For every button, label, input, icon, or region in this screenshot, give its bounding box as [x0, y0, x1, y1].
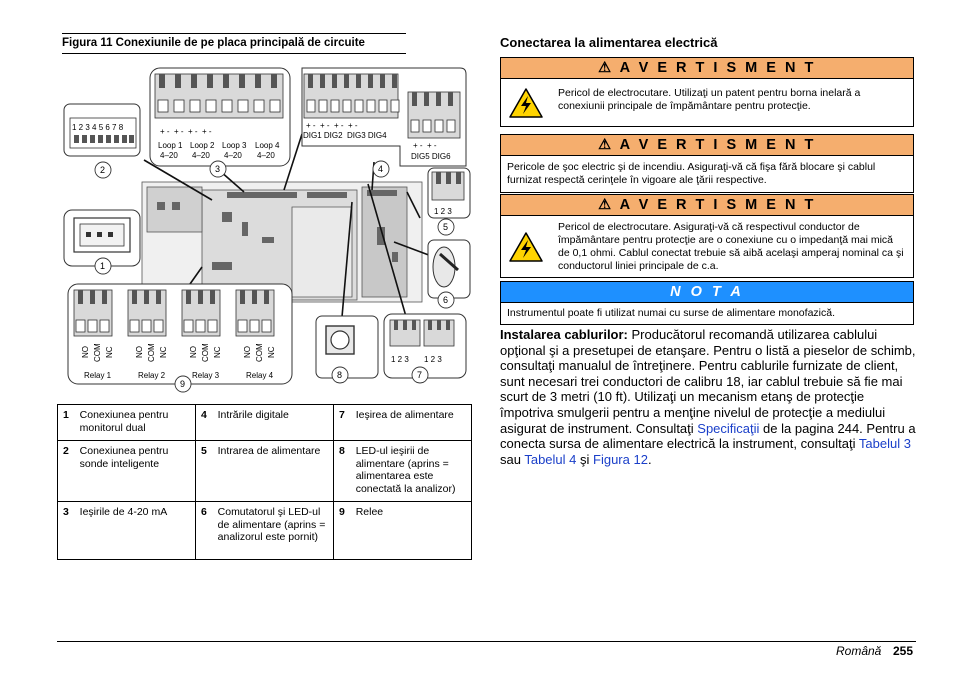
warning-header-label: A V E R T I S M E N T: [619, 137, 816, 153]
legend-text: Intrările digitale: [213, 405, 334, 441]
table-row: [58, 441, 472, 502]
relay-label-4: Relay 4: [246, 371, 274, 380]
legend-num: 6: [195, 502, 212, 560]
legend-num: 9: [334, 502, 351, 560]
note-body: [501, 303, 913, 324]
svg-text:NO: NO: [243, 346, 252, 358]
link-specificatii[interactable]: Specificaţii: [697, 420, 760, 436]
legend-text: Conexiunea pentru sonde inteligente: [75, 441, 196, 502]
table-row: [58, 405, 472, 441]
legend-text: LED-ul ieşirii de alimentare (aprins = alimentarea este conectată la analizor): [351, 441, 472, 502]
svg-text:COM: COM: [255, 343, 264, 362]
warning-body: [501, 79, 913, 126]
caption-rule: [62, 53, 406, 54]
legend-num: 7: [334, 405, 351, 441]
legend-text: Relee: [351, 502, 472, 560]
legend-num: 4: [195, 405, 212, 441]
warning-triangle-icon: ⚠: [598, 137, 614, 153]
paragraph-text: .: [647, 451, 652, 467]
legend-text: Ieşirea de alimentare: [351, 405, 472, 441]
relay-label-3: Relay 3: [192, 371, 220, 380]
loop-range-1: 4–20: [160, 151, 178, 160]
warning-header: [501, 135, 913, 156]
warning-box: [500, 134, 914, 193]
callout-6: 6: [443, 295, 449, 305]
callout-4: 4: [378, 164, 384, 174]
dig-labels: DIG1 DIG2 DIG3 DIG4: [303, 131, 387, 140]
warning-header-label: A V E R T I S M E N T: [619, 60, 816, 76]
legend-text: Conexiunea pentru monitorul dual: [75, 405, 196, 441]
loop-range-2: 4–20: [192, 151, 210, 160]
power-input-pins: 1 2 3: [434, 207, 452, 216]
warning-triangle-icon: ⚠: [598, 197, 614, 213]
link-figura-12[interactable]: Figura 12: [593, 451, 648, 467]
warning-body: [501, 156, 913, 192]
legend-num: 5: [195, 441, 212, 502]
loop-signs: + - + - + - + -: [160, 127, 212, 136]
paragraph-lead: Instalarea cablurilor:: [500, 327, 628, 342]
header-rule: [62, 33, 406, 34]
legend-text: Comutatorul şi LED-ul de alimentare (aprins = analizorul este pornit): [213, 502, 334, 560]
link-tabelul-3[interactable]: Tabelul 3: [858, 436, 911, 452]
callout-9: 9: [180, 379, 186, 389]
callout-8: 8: [337, 370, 343, 380]
warning-text: Pericol de electrocutare. Utilizaţi un patent pentru borna inelară a conexiunii principale de împământare pentru protecţie.: [558, 87, 861, 112]
electrical-hazard-icon: [509, 88, 543, 118]
callout-7: 7: [417, 370, 423, 380]
callout-5: 5: [443, 222, 449, 232]
figure-caption: Figura 11 Conexiunile de pe placa principală de circuite: [62, 37, 365, 49]
legend-num: 3: [58, 502, 75, 560]
footer-rule: [57, 641, 916, 642]
paragraph-text: sau: [500, 451, 525, 467]
svg-text:NC: NC: [267, 346, 276, 358]
dig-signs: + - + - + - + -: [306, 121, 358, 130]
callout-2: 2: [100, 165, 106, 175]
warning-text: Pericole de şoc electric şi de incendiu. Asiguraţi-vă că fişa fără blocare şi cablul furnizat respectă cerinţele în vigoare ale ţării respective.: [507, 161, 876, 186]
power-output-pins-b: 1 2 3: [424, 355, 442, 364]
warning-header-label: A V E R T I S M E N T: [619, 197, 816, 213]
relay-label-2: Relay 2: [138, 371, 166, 380]
warning-body: [501, 216, 913, 277]
paragraph-text: Producătorul recomandă utilizarea cablului opţional şi a presetupei de etanşare. Pentru o listă a pieselor de schimb, consultaţi manualul de întreţinere. Pentru cablurile furnizate de client, sunt necesari trei conductori de calibru 18, iar cablul trebuie să fie mai scurt de 3 metri (10 ft). Utilizaţi un mecanism etanş de protecţie împotriva smulgerii pentru a menţine nivelul de protecţie a mediului asigurat de instrument. Consultaţi: [500, 327, 916, 436]
legend-num: 1: [58, 405, 75, 441]
warning-text: Pericol de electrocutare. Asiguraţi-vă că respectivul conductor de împământare pentru protecţie are o conexiune cu o impedanţă mai mică de 0,1 ohmi. Cablul conectat trebuie să aibă acelaşi amperaj nominal ca şi conductorul liniei principale de c.a.: [558, 221, 904, 272]
note-text: Instrumentul poate fi utilizat numai cu surse de alimentare monofazică.: [507, 307, 835, 319]
table-row: [58, 502, 472, 560]
dip-switch-label: 1 2 3 4 5 6 7 8: [72, 123, 124, 132]
section-title: Conectarea la alimentarea electrică: [500, 35, 718, 50]
warning-header: [501, 195, 913, 216]
svg-text:COM: COM: [147, 343, 156, 362]
loop-label-2: Loop 2: [190, 141, 215, 150]
circuit-board-figure: [62, 62, 472, 398]
link-tabelul-4[interactable]: Tabelul 4: [524, 451, 577, 467]
warning-triangle-icon: ⚠: [598, 60, 614, 76]
loop-label-4: Loop 4: [255, 141, 280, 150]
svg-text:NC: NC: [105, 346, 114, 358]
dig56-signs: + - + -: [413, 141, 437, 150]
legend-text: Intrarea de alimentare: [213, 441, 334, 502]
legend-num: 8: [334, 441, 351, 502]
svg-text:NO: NO: [81, 346, 90, 358]
paragraph-text: şi: [576, 451, 594, 467]
electrical-hazard-icon: [509, 232, 543, 262]
page-number: 255: [893, 644, 914, 658]
loop-label-3: Loop 3: [222, 141, 247, 150]
callout-3: 3: [215, 164, 221, 174]
svg-text:COM: COM: [201, 343, 210, 362]
note-header: N O T A: [501, 282, 913, 303]
svg-text:NO: NO: [135, 346, 144, 358]
loop-range-4: 4–20: [257, 151, 275, 160]
relay-label-1: Relay 1: [84, 371, 112, 380]
svg-text:NC: NC: [159, 346, 168, 358]
footer-language: Română: [836, 644, 882, 658]
figure-legend-table: [57, 404, 472, 560]
legend-num: 2: [58, 441, 75, 502]
svg-text:NO: NO: [189, 346, 198, 358]
legend-text: Ieşirile de 4-20 mA: [75, 502, 196, 560]
svg-text:COM: COM: [93, 343, 102, 362]
dig56-labels: DIG5 DIG6: [411, 152, 451, 161]
cable-installation-paragraph: [500, 327, 916, 467]
warning-box: [500, 57, 914, 127]
callout-1: 1: [100, 261, 106, 271]
warning-box: [500, 194, 914, 278]
warning-header: [501, 58, 913, 79]
note-box: [500, 281, 914, 325]
loop-range-3: 4–20: [224, 151, 242, 160]
svg-text:NC: NC: [213, 346, 222, 358]
paragraph-text: de la pagina 244. Pentru a conecta sursa de alimentare electrică la instrument, consultaţi: [500, 420, 916, 452]
power-output-pins-a: 1 2 3: [391, 355, 409, 364]
loop-label-1: Loop 1: [158, 141, 183, 150]
